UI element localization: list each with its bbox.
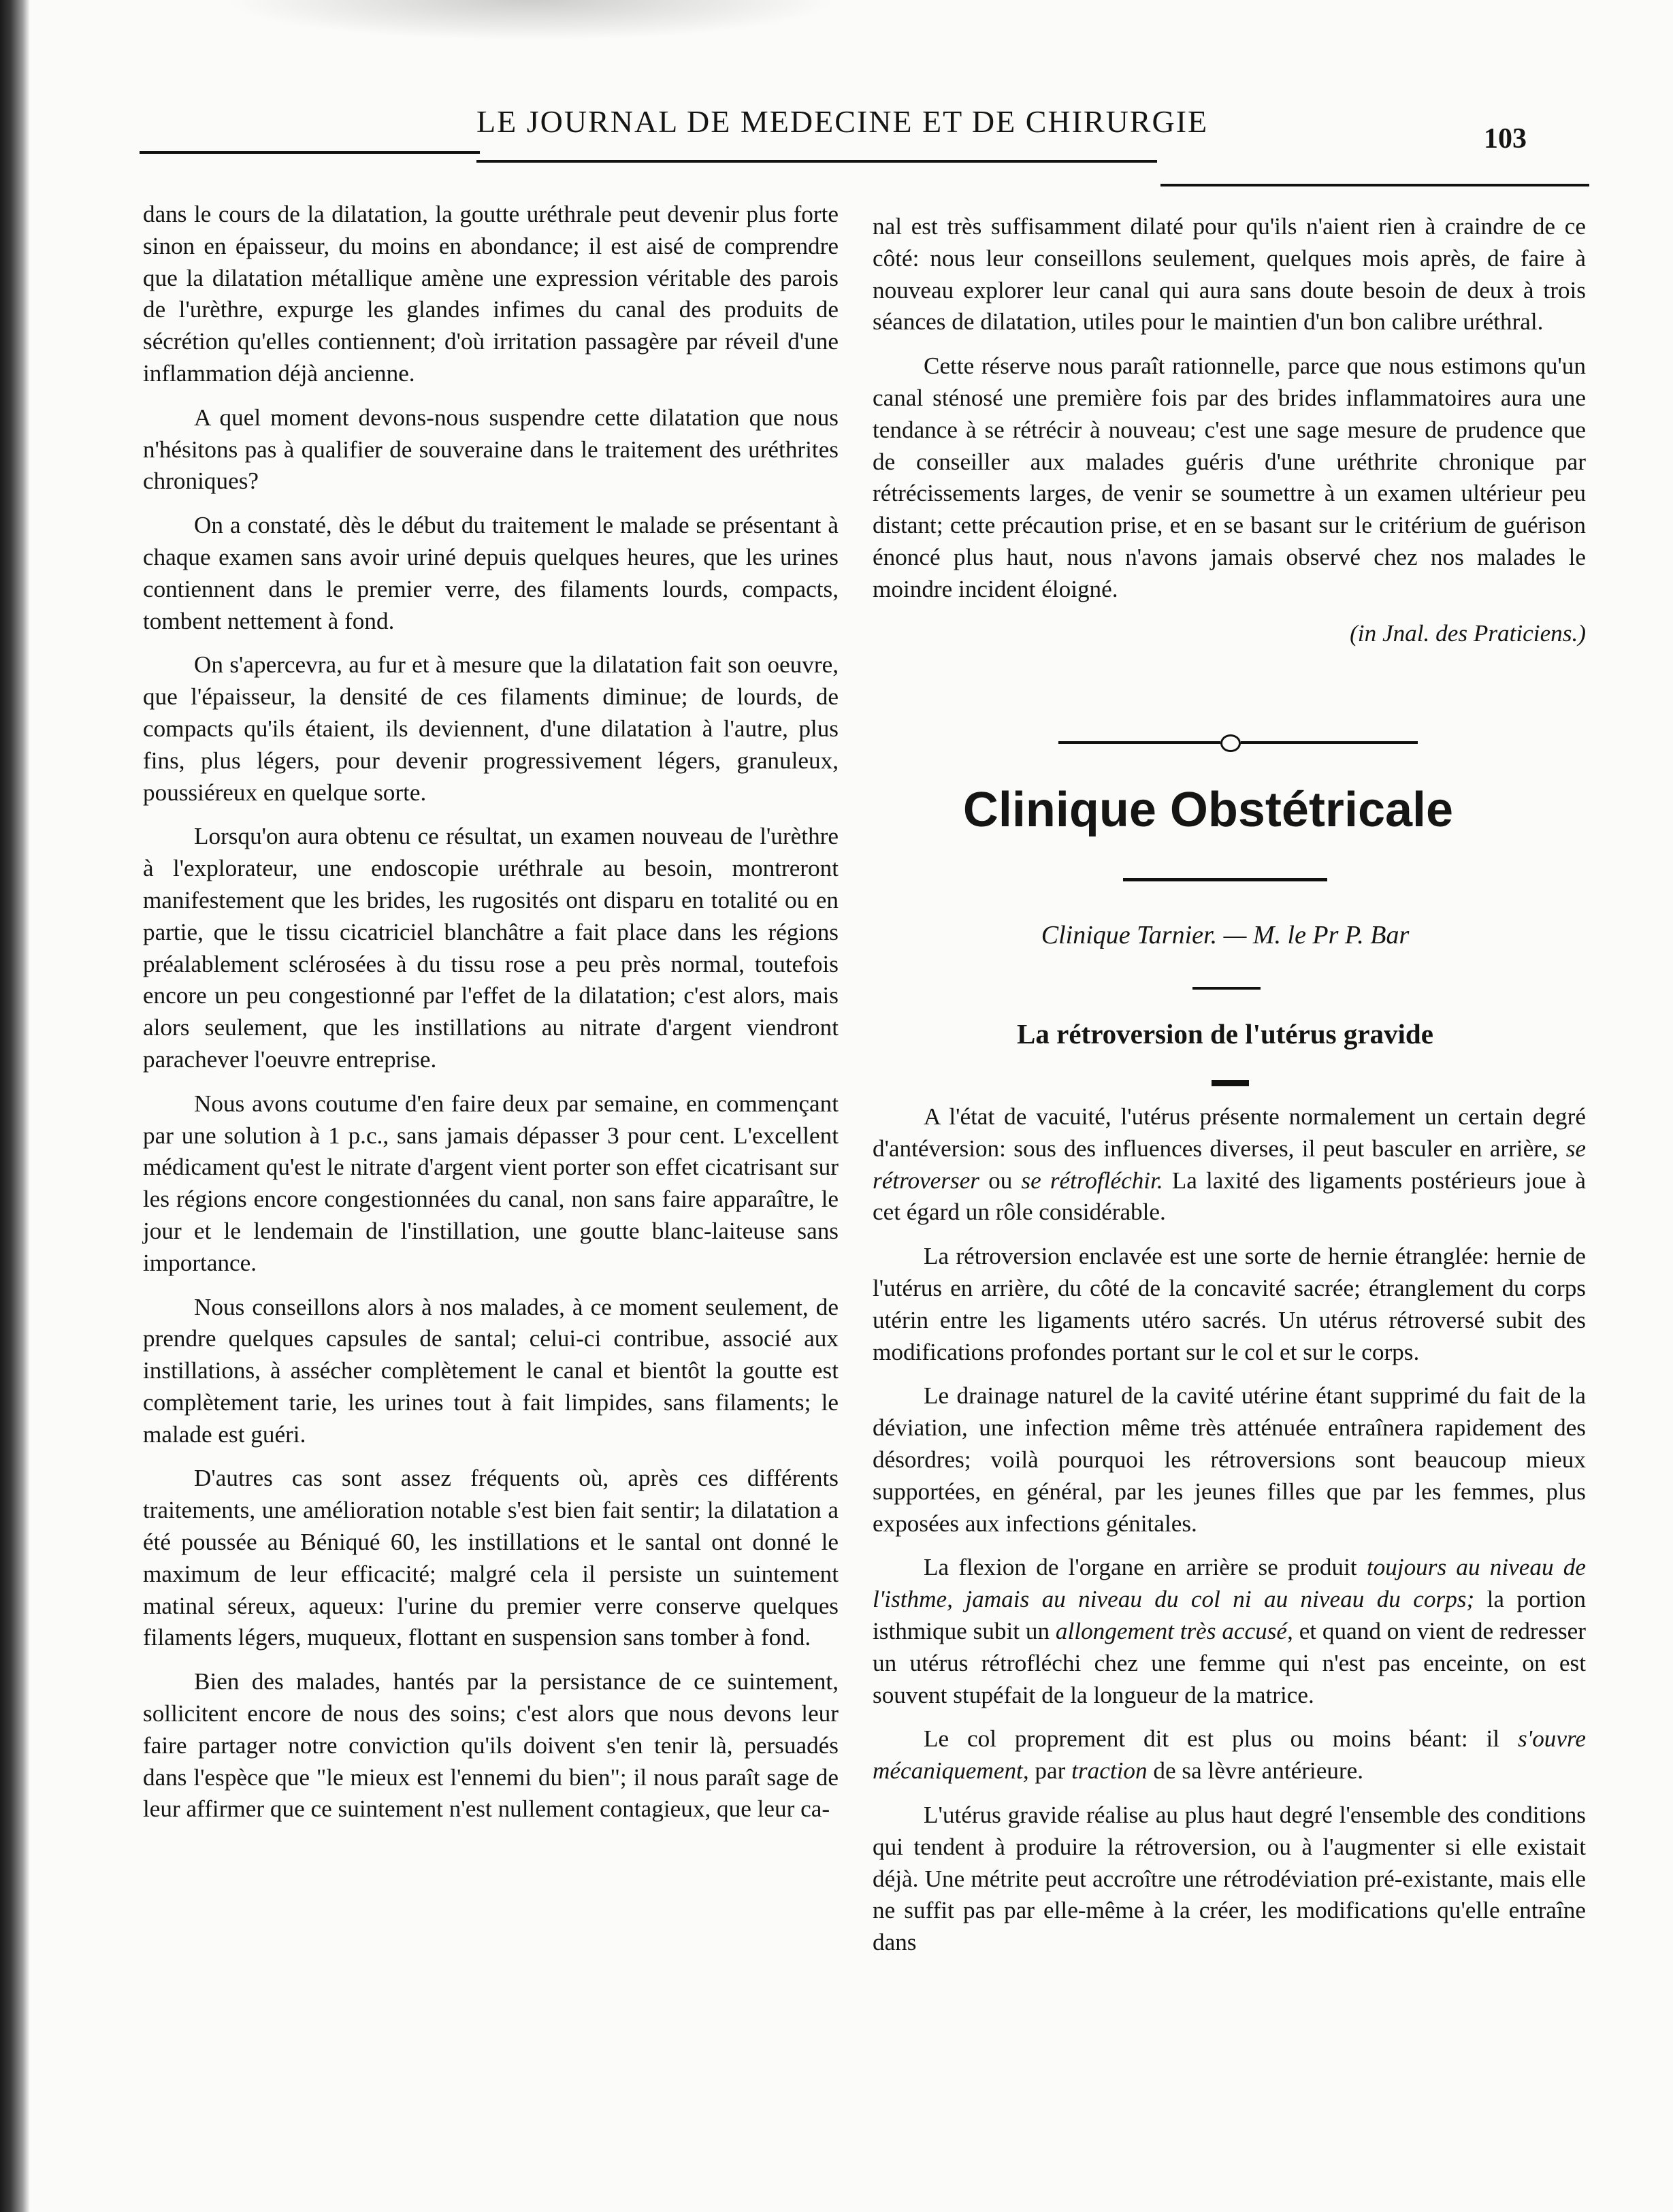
text-run: et quand on vient de redresser un utérus rétrofléchi chez une femme qui n'est pas enceinte, on est souvent stupéfait de la longueur de la matrice. (873, 1617, 1586, 1708)
article-paragraph: Le drainage naturel de la cavité utérine étant supprimé du fait de la déviation, une infection même très atténuée entraînera rapidement des désordres; voilà pourquoi les rétroversions sont beaucoup mieux supportées, en général, par les jeunes filles que par les femmes, plus exposées aux infections génitales. (873, 1382, 1586, 1537)
separator-ornament (1220, 734, 1241, 752)
scan-top-smudge (225, 0, 837, 41)
article-paragraph (873, 1723, 1586, 1787)
text-run: A l'état de vacuité, l'utérus présente normalement un certain degré d'antéversion: sous des influences diverses, il peut basculer en arrière, (873, 1103, 1586, 1162)
article-paragraph: La rétroversion enclavée est une sorte de hernie étranglée: hernie de l'utérus en arrière, du côté de la concavité sacrée; étranglement du corps utérin entre les ligaments utéro sacrés. Un utérus rétroversé subit des modifications profondes portant sur le col et sur le corps. (873, 1243, 1586, 1365)
italic-run: traction (1071, 1757, 1148, 1785)
italic-run: se rétrofléchir. (1021, 1167, 1163, 1194)
article-paragraph (873, 1552, 1586, 1711)
right-column-top (873, 211, 1586, 649)
italic-run: se rétroverser (873, 1135, 1586, 1194)
paragraph: Bien des malades, hantés par la persistance de ce suintement, sollicitent encore de nous des soins; c'est alors que nous devons leur faire partager notre conviction qu'ils doivent s'en tenir là, persuadés dans l'espèce que "le mieux est l'ennemi du bien"; il nous paraît sage de leur affirmer que ce suintement n'est nullement contagieux, que leur ca- (143, 1668, 839, 1823)
subtitle-underline (1192, 987, 1261, 990)
header-rule-left (140, 151, 480, 154)
article-title-underline (1212, 1080, 1249, 1086)
article-paragraph (873, 1101, 1586, 1229)
text-run: La laxité des ligaments postérieurs joue à cet égard un rôle considérable. (873, 1167, 1586, 1226)
journal-title: LE JOURNAL DE MEDECINE ET DE CHIRURGIE (476, 104, 1209, 139)
paragraph: D'autres cas sont assez fréquents où, après ces différents traitements, une amélioration notable s'est bien fait sentir; la dilatation a été poussée au Béniqué 60, les instillations et le santal ont donné le maximum de leur efficacité; malgré cela il persiste un suintement matinal séreux, aqueux: l'urine du premier verre conserve quelques filaments légers, muqueux, flottant en suspension sans tomber à fond. (143, 1465, 839, 1651)
page-number: 103 (1484, 123, 1527, 154)
article-title: La rétroversion de l'utérus gravide (1017, 1018, 1433, 1050)
paragraph: Nous conseillons alors à nos malades, à ce moment seulement, de prendre quelques capsules de santal; celui-ci contribue, associé aux instillations, à assécher complètement le canal et bientôt la goutte est complètement tarie, les urines tout à fait limpides, sans filaments; le malade est guéri. (143, 1293, 839, 1448)
text-run: Le col proprement dit est plus ou moins béant: il (924, 1725, 1518, 1753)
section-title: Clinique Obstétricale (962, 783, 1454, 837)
italic-run: toujours au niveau de l'isthme, jamais au niveau du col ni au niveau du corps; (873, 1554, 1586, 1613)
scan-edge-shadow (0, 0, 30, 2212)
text-run: la portion isthmique subit un (873, 1586, 1586, 1644)
left-column (143, 199, 839, 1838)
paragraph: Nous avons coutume d'en faire deux par semaine, en commençant par une solution à 1 p.c., sans jamais dépasser 3 pour cent. L'excellent médicament qu'est le nitrate d'argent vient porter son effet cicatrisant sur les régions encore congestionnées du canal, non sans faire apparaître, le jour et le lendemain de l'instillation, une goutte blanc-laiteuse sans importance. (143, 1090, 839, 1276)
header-rule-center (476, 160, 1157, 163)
right-column-article (873, 1101, 1586, 1971)
paragraph: dans le cours de la dilatation, la goutte uréthrale peut devenir plus forte sinon en épaisseur, du moins en abondance; il est aisé de comprendre que la dilatation métallique amène une expression véritable des parois de l'urèthre, expurge les glandes infimes du canal des produits de sécrétion qu'elles contiennent; d'où irritation passagère par réveil d'une inflammation déjà ancienne. (143, 201, 839, 387)
section-separator-right (1241, 741, 1418, 744)
text-run: par (1028, 1757, 1072, 1785)
text-run: La flexion de l'organe en arrière se produit (924, 1554, 1367, 1581)
italic-run: s'ouvre mécaniquement, (873, 1725, 1586, 1785)
paragraph: nal est très suffisamment dilaté pour qu'ils n'aient rien à craindre de ce côté: nous leur conseillons seulement, quelques mois après, de faire à nouveau explorer leur canal qui aura sans doute besoin de deux à trois séances de dilatation, utiles pour le maintien d'un bon calibre uréthral. (873, 213, 1586, 336)
italic-run: allongement très accusé, (1055, 1617, 1293, 1644)
paragraph: Lorsqu'on aura obtenu ce résultat, un examen nouveau de l'urèthre à l'explorateur, une endoscopie uréthrale au besoin, montreront manifestement que les brides, les rugosités ont disparu en totalité ou en partie, que le tissu cicatriciel blanchâtre a fait place dans les régions préalablement sclérosées à du tissu rose a peu près normal, toutefois encore un peu congestionné par l'effet de la dilatation; c'est alors, mais alors seulement, que les instillations au nitrate d'argent viendront parachever l'oeuvre entreprise. (143, 823, 839, 1073)
paragraph: A quel moment devons-nous suspendre cette dilatation que nous n'hésitons pas à qualifier de souveraine dans le traitement des uréthrites chroniques? (143, 404, 839, 495)
citation: (in Jnal. des Praticiens.) (1350, 619, 1586, 647)
header-rule-right (1160, 184, 1589, 186)
article-paragraph: L'utérus gravide réalise au plus haut degré l'ensemble des conditions qui tendent à produire la rétroversion, ou à l'augmenter si elle existait déjà. Une métrite peut accroître une rétrodéviation pré-existante, mais elle ne suffit pas par elle-même à la créer, les modifications qu'elle entraîne dans (873, 1801, 1586, 1956)
section-separator-left (1058, 741, 1220, 744)
paragraph: On a constaté, dès le début du traitement le malade se présentant à chaque examen sans avoir uriné depuis quelques heures, que les urines contiennent dans le premier verre, des filaments lourds, compacts, tombent nettement à fond. (143, 512, 839, 634)
text-run: ou (979, 1167, 1022, 1194)
paragraph: Cette réserve nous paraît rationnelle, parce que nous estimons qu'un canal sténosé une première fois par des brides inflammatoires aura une tendance à se rétrécir à nouveau; c'est une sage mesure de prudence que de conseiller aux malades guéris d'une uréthrite chronique par rétrécissements larges, de venir se soumettre à un examen ultérieur peu distant; cette précaution prise, et en se basant sur le critérium de guérison énoncé plus haut, nous n'avons jamais observé chez nos malades le moindre incident éloigné. (873, 353, 1586, 602)
paragraph: On s'apercevra, au fur et à mesure que la dilatation fait son oeuvre, que l'épaisseur, la densité de ces filaments diminue; de lourds, de compacts qu'ils étaient, ils deviennent, d'une dilatation à l'autre, plus fins, plus légers, pour devenir progressivement légers, granuleux, poussiéreux en quelque sorte. (143, 651, 839, 806)
clinic-subtitle: Clinique Tarnier. — M. le Pr P. Bar (1041, 921, 1410, 949)
text-run: de sa lèvre antérieure. (1147, 1757, 1364, 1785)
title-underline (1123, 878, 1327, 881)
